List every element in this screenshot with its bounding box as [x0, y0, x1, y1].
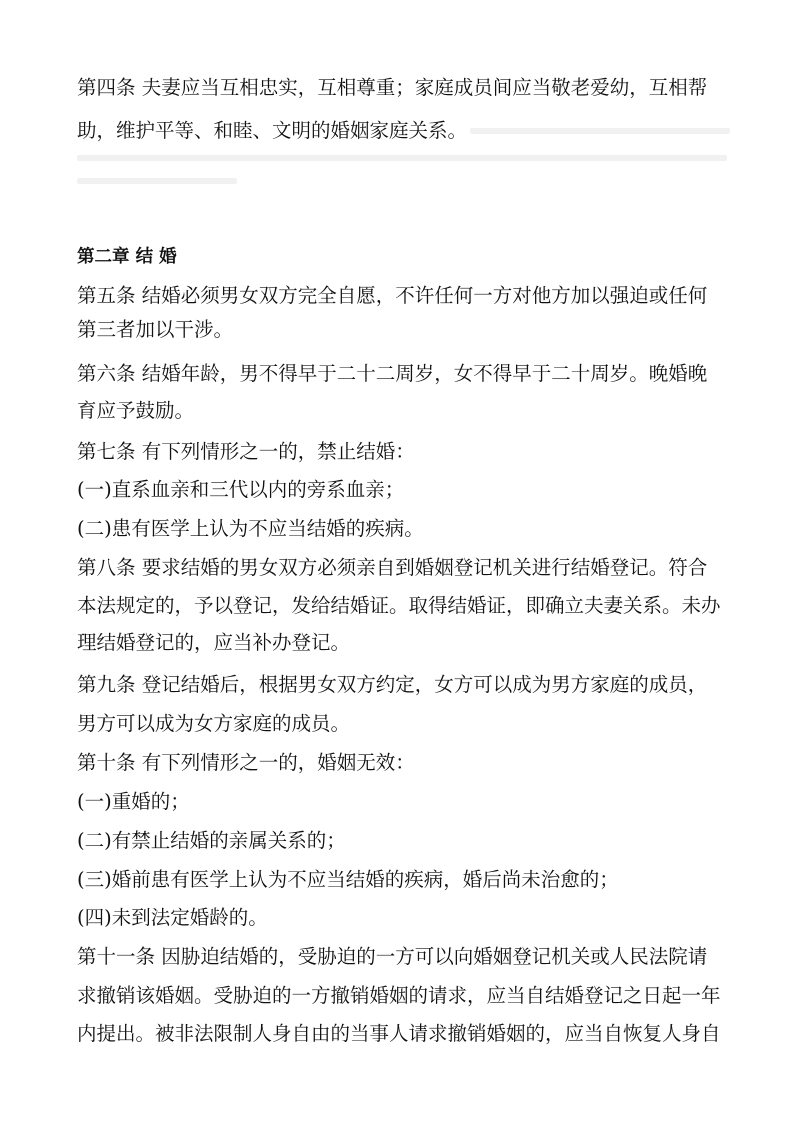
- text-line: 第十一条 因胁迫结婚的，受胁迫的一方可以向婚姻登记机关或人民法院请: [77, 945, 708, 968]
- text-line: 第六条 结婚年龄，男不得早于二十二周岁，女不得早于二十周岁。晚婚晚: [77, 362, 708, 385]
- text-line: 男方可以成为女方家庭的成员。: [77, 712, 351, 735]
- text-line: 第五条 结婚必须男女双方完全自愿，不许任何一方对他方加以强迫或任何: [77, 284, 708, 307]
- text-line: 内提出。被非法限制人身自由的当事人请求撤销婚姻的，应当自恢复人身自: [77, 1022, 721, 1045]
- text-line: 第九条 登记结婚后，根据男女双方约定，女方可以成为男方家庭的成员，: [77, 673, 708, 696]
- text-line: 第八条 要求结婚的男女双方必须亲自到婚姻登记机关进行结婚登记。符合: [77, 556, 708, 579]
- chapter-heading: 第二章 结 婚: [77, 247, 177, 267]
- text-line: 育应予鼓励。: [77, 399, 195, 422]
- text-line: 求撤销该婚姻。受胁迫的一方撤销婚姻的请求，应当自结婚登记之日起一年: [77, 984, 721, 1007]
- text-line: 第七条 有下列情形之一的，禁止结婚：: [77, 440, 415, 463]
- text-line: (二)患有医学上认为不应当结婚的疾病。: [77, 517, 424, 540]
- text-line: (二)有禁止结婚的亲属关系的；: [77, 829, 346, 852]
- text-line: (四)未到法定婚龄的。: [77, 906, 268, 929]
- text-line: 本法规定的，予以登记，发给结婚证。取得结婚证，即确立夫妻关系。未办: [77, 594, 721, 617]
- text-line: 理结婚登记的，应当补办登记。: [77, 631, 351, 654]
- text-line: (三)婚前患有医学上认为不应当结婚的疾病，婚后尚未治愈的；: [77, 868, 619, 891]
- faint-text-trace: [77, 155, 727, 161]
- faint-text-trace: [77, 178, 237, 184]
- faint-text-trace: [470, 128, 730, 134]
- text-line: (一)重婚的；: [77, 790, 190, 813]
- text-line: 第三者加以干涉。: [77, 318, 234, 341]
- text-line: 第十条 有下列情形之一的，婚姻无效：: [77, 751, 415, 774]
- text-line: 助，维护平等、和睦、文明的婚姻家庭关系。: [77, 119, 468, 142]
- text-line: (一)直系血亲和三代以内的旁系血亲；: [77, 478, 405, 501]
- text-line: 第四条 夫妻应当互相忠实，互相尊重；家庭成员间应当敬老爱幼，互相帮: [77, 76, 708, 99]
